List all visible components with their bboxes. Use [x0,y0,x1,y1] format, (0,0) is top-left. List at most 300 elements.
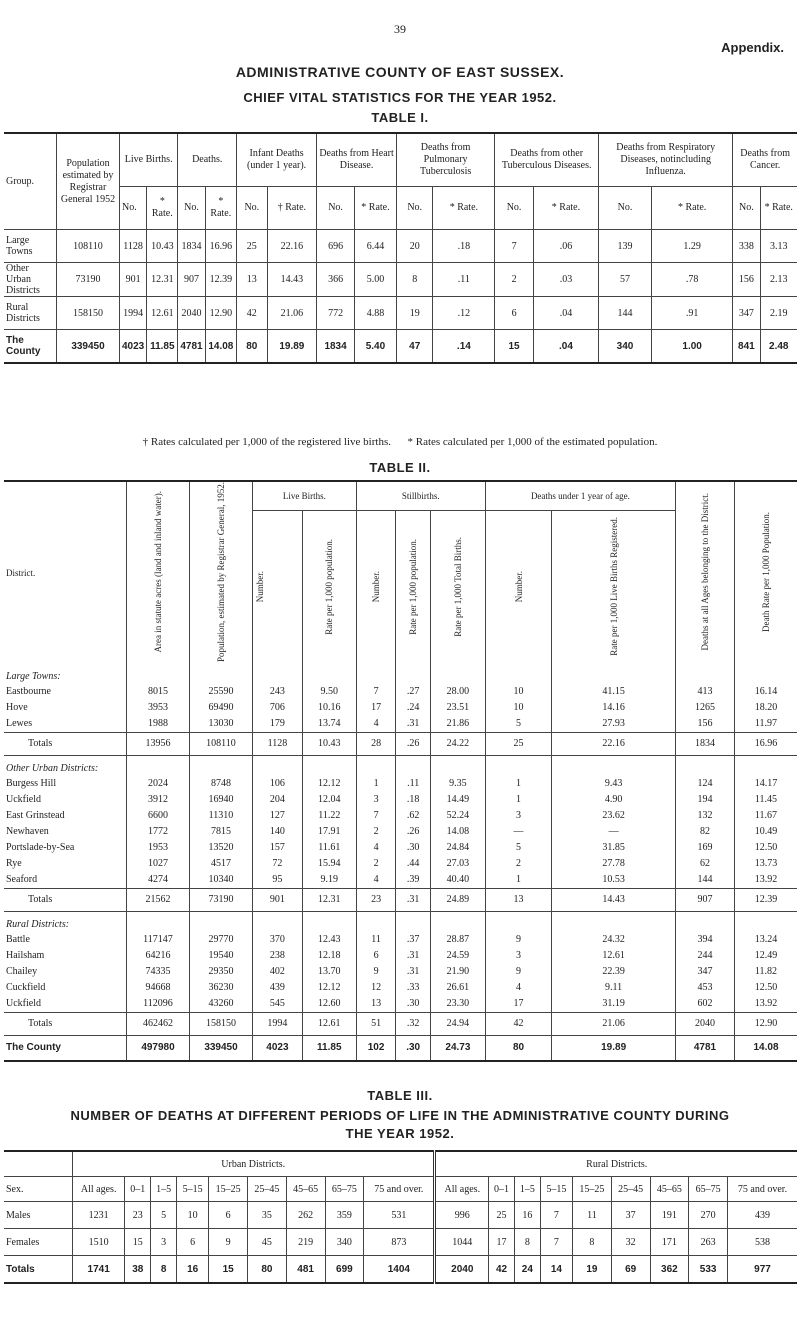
t3-h-rural: Rural Districts. [435,1151,797,1177]
table-cell: 339450 [57,330,120,364]
table-cell: 14.43 [552,888,676,911]
table-cell: 27.93 [552,716,676,733]
table-cell: 69 [611,1256,650,1284]
table-cell: 841 [733,330,760,364]
table-cell: 13.70 [302,964,356,980]
table-cell: 108110 [190,732,253,755]
table-cell: 462462 [127,1012,190,1035]
table-cell: 8 [151,1256,177,1284]
table-cell: 270 [689,1202,728,1229]
table-cell: 9.35 [430,776,485,792]
table-row [4,263,797,297]
table-cell: 439 [253,980,303,996]
table-cell: .24 [396,700,431,716]
t1-sub-rate: * Rate. [651,187,732,230]
table-cell: 4.90 [552,792,676,808]
table-cell: 10.43 [302,732,356,755]
table-cell: 169 [676,840,735,856]
table-cell: 28 [356,732,396,755]
table-row [4,840,797,856]
table-cell: 24.89 [430,888,485,911]
table-cell: 42 [485,1012,551,1035]
table-cell: 481 [286,1256,325,1284]
table-cell: 31.19 [552,996,676,1013]
table-cell: 23.51 [430,700,485,716]
table-cell: 156 [676,716,735,733]
table-cell: 4781 [676,1035,735,1061]
table-cell: 243 [253,684,303,700]
t2-h-area: Area in statute acres (land and inland water). [153,491,163,653]
table-cell: 24.84 [430,840,485,856]
table-cell: .33 [396,980,431,996]
table-cell: .44 [396,856,431,872]
table-row [4,700,797,716]
table-cell: 17.91 [302,824,356,840]
t1-h-cancer: Deaths from Cancer. [733,133,797,187]
table-cell: 62 [676,856,735,872]
table-cell: 9.50 [302,684,356,700]
t3-h-age: 75 and over. [728,1177,798,1202]
page-heading: ADMINISTRATIVE COUNTY OF EAST SUSSEX. [235,64,565,80]
table-cell: 9 [485,964,551,980]
table-cell: 12.90 [735,1012,798,1035]
t1-sub-rate: * Rate. [205,187,236,230]
table-cell: 36230 [190,980,253,996]
table-cell: 10 [177,1202,209,1229]
table-cell: 545 [253,996,303,1013]
table-cell: 4781 [178,330,205,364]
table-cell: 362 [650,1256,689,1284]
table-cell: 1027 [127,856,190,872]
table-cell: 1510 [73,1229,125,1256]
t2-h-still-rate-pop: Rate per 1,000 population. [408,538,419,635]
table-cell: 1 [485,776,551,792]
table-cell: 4 [485,980,551,996]
footnote-dagger: † Rates calculated per 1,000 of the registered live births. [142,436,391,448]
table-cell: 12.50 [735,980,798,996]
table-cell: 12.49 [735,948,798,964]
table-cell: 124 [676,776,735,792]
table-cell: .11 [433,263,495,297]
table-cell: .27 [396,684,431,700]
table-cell: 9.43 [552,776,676,792]
t1-sub-rate: * Rate. [760,187,797,230]
table-cell: 8748 [190,776,253,792]
table-cell: 2040 [676,1012,735,1035]
table-cell: 13520 [190,840,253,856]
table-cell: 16940 [190,792,253,808]
table-cell: 13 [356,996,396,1013]
table-cell: 339450 [190,1035,253,1061]
table-cell: 402 [253,964,303,980]
table-cell: .31 [396,888,431,911]
table-cell: 57 [599,263,652,297]
table-cell: 11.82 [735,964,798,980]
county-label: The County [4,1035,127,1061]
table-cell: 12.18 [302,948,356,964]
table-cell: 772 [317,297,355,330]
table-cell: 23.30 [430,996,485,1013]
table-row [4,1256,797,1284]
row-label: Totals [4,1256,73,1284]
table-cell: 11.85 [147,330,178,364]
table-cell: 1834 [178,230,205,263]
table-cell: 42 [489,1256,515,1284]
table-cell: 140 [253,824,303,840]
section-heading-row [4,911,797,932]
table-row [4,824,797,840]
table-cell: .04 [533,297,598,330]
table-cell: 6 [356,948,396,964]
row-label: Rural Districts [4,297,57,330]
table3-subtitle: NUMBER OF DEATHS AT DIFFERENT PERIODS OF LIFE IN THE ADMINISTRATIVE COUNTY DURING [70,1108,730,1123]
table-cell: 996 [435,1202,489,1229]
table-cell: 19.89 [267,330,317,364]
page-subheading: CHIEF VITAL STATISTICS FOR THE YEAR 1952. [243,90,557,105]
table-cell: 21.90 [430,964,485,980]
table-cell: 15 [495,330,534,364]
table-cell: — [485,824,551,840]
table-row [4,1202,797,1229]
table-cell: 82 [676,824,735,840]
table-cell: .39 [396,872,431,889]
table-cell: 94668 [127,980,190,996]
table-cell: 9 [485,932,551,948]
table-cell: 144 [676,872,735,889]
t3-h-age: 15–25 [209,1177,248,1202]
table-cell: 4 [356,840,396,856]
table-cell: 204 [253,792,303,808]
t2-h-district: District. [4,481,127,664]
t3-h-age: 45–65 [650,1177,689,1202]
table-cell: 13 [237,263,267,297]
table-cell: 1.29 [651,230,732,263]
t1-h-heart: Deaths from Heart Disease. [317,133,397,187]
table-cell: 43260 [190,996,253,1013]
table-cell: 12.61 [552,948,676,964]
table-cell: 1 [356,776,396,792]
totals-label: Totals [4,1012,127,1035]
district-name: Seaford [4,872,127,889]
table-cell: 10.43 [147,230,178,263]
table-cell: 95 [253,872,303,889]
table-cell: 9.19 [302,872,356,889]
table-cell: 12.61 [147,297,178,330]
t2-h-infant-number: Number. [513,571,524,603]
table-cell: 27.78 [552,856,676,872]
table-cell: .91 [651,297,732,330]
table-cell: 1404 [364,1256,435,1284]
table-row [4,980,797,996]
table-cell: 127 [253,808,303,824]
table-cell: 1988 [127,716,190,733]
t1-sub-no: No. [733,187,760,230]
table-cell: 7 [356,808,396,824]
t2-h-still: Stillbirths. [356,481,485,511]
table-cell: 21.06 [267,297,317,330]
district-name: Hove [4,700,127,716]
t3-h-age: All ages. [435,1177,489,1202]
table-cell: 11.22 [302,808,356,824]
table-cell: 7815 [190,824,253,840]
table-cell: .14 [433,330,495,364]
table-cell: .32 [396,1012,431,1035]
table-cell: 538 [728,1229,798,1256]
t1-h-live: Live Births. [120,133,178,187]
table-cell: 24.59 [430,948,485,964]
table-cell: 12.12 [302,776,356,792]
table-cell: 19540 [190,948,253,964]
table-cell: 901 [253,888,303,911]
table-row [4,872,797,889]
table-cell: 19 [573,1256,612,1284]
district-name: Uckfield [4,996,127,1013]
table-cell: 1265 [676,700,735,716]
table-cell: 4.88 [354,297,396,330]
table-cell: 12.61 [302,1012,356,1035]
table-cell: 10340 [190,872,253,889]
row-label: Males [4,1202,73,1229]
table-cell: 10 [485,684,551,700]
table-cell: 52.24 [430,808,485,824]
t1-h-deaths: Deaths. [178,133,237,187]
table-cell: 80 [485,1035,551,1061]
t1-h-resp: Deaths from Respiratory Diseases, notincluding Influenza. [599,133,733,187]
table-cell: .30 [396,1035,431,1061]
table-cell: 3 [485,948,551,964]
table-cell: 4 [356,716,396,733]
t1-sub-no: No. [317,187,355,230]
table-cell: 12.31 [147,263,178,297]
table-cell: 602 [676,996,735,1013]
t1-sub-no: No. [495,187,534,230]
table-cell: 2.19 [760,297,797,330]
table-cell: 14.16 [552,700,676,716]
table-cell: 23 [125,1202,151,1229]
table-cell: 2040 [178,297,205,330]
appendix-label: Appendix. [721,40,784,55]
table-cell: 533 [689,1256,728,1284]
table-cell: 12.50 [735,840,798,856]
table-cell: 80 [237,330,267,364]
table-cell: 41.15 [552,684,676,700]
t3-h-age: 5–15 [540,1177,572,1202]
table-cell: 139 [599,230,652,263]
footnote-star: * Rates calculated per 1,000 of the estimated population. [407,436,658,448]
table-cell: 23.62 [552,808,676,824]
table-cell: 8 [573,1229,612,1256]
table-cell: 1834 [317,330,355,364]
table-cell: .30 [396,840,431,856]
table-cell: .12 [433,297,495,330]
table1 [4,132,797,364]
t1-h-group: Group. [4,133,57,230]
table-cell: 7 [540,1202,572,1229]
table-cell: 14 [540,1256,572,1284]
table-row [4,1229,797,1256]
table-cell: 15.94 [302,856,356,872]
table-cell: 13.74 [302,716,356,733]
table-cell: 12.04 [302,792,356,808]
table-cell: 14.49 [430,792,485,808]
table-cell: 156 [733,263,760,297]
t1-sub-rate: † Rate. [267,187,317,230]
table-cell: 5 [485,716,551,733]
table-cell: 22.39 [552,964,676,980]
table-cell: 340 [599,330,652,364]
table-cell: 14.08 [735,1035,798,1061]
table-row [4,330,797,364]
table-cell: .26 [396,824,431,840]
table-cell: 901 [120,263,147,297]
table-cell: 1128 [253,732,303,755]
table-cell: 194 [676,792,735,808]
table-cell: 13.92 [735,872,798,889]
table-cell: 28.00 [430,684,485,700]
district-name: Burgess Hill [4,776,127,792]
t3-h-age: 65–75 [689,1177,728,1202]
table-cell: 9 [356,964,396,980]
table-cell: 6600 [127,808,190,824]
table-cell: 102 [356,1035,396,1061]
table-cell: 16 [177,1256,209,1284]
district-name: Newhaven [4,824,127,840]
table-cell: 497980 [127,1035,190,1061]
table-cell: 21562 [127,888,190,911]
table-cell: 29350 [190,964,253,980]
table-cell: 6.44 [354,230,396,263]
table-cell: 69490 [190,700,253,716]
table-cell: 1953 [127,840,190,856]
table-cell: 24.73 [430,1035,485,1061]
table-cell: 14.08 [430,824,485,840]
table-cell: 11310 [190,808,253,824]
table-cell: 6 [177,1229,209,1256]
table-cell: 24 [514,1256,540,1284]
t1-sub-rate: * Rate. [433,187,495,230]
table-cell: 11.85 [302,1035,356,1061]
table-cell: 12.39 [205,263,236,297]
table-cell: 38 [125,1256,151,1284]
table-cell: 439 [728,1202,798,1229]
table-cell: — [552,824,676,840]
table-cell: 23 [356,888,396,911]
table-cell: 158150 [57,297,120,330]
district-name: Eastbourne [4,684,127,700]
table-row [4,297,797,330]
table-cell: 262 [286,1202,325,1229]
t1-h-other-tb: Deaths from other Tuberculous Diseases. [495,133,599,187]
section-heading-row [4,664,797,684]
table-cell: 370 [253,932,303,948]
table-cell: 11 [573,1202,612,1229]
table-cell: 106 [253,776,303,792]
t2-h-still-rate-total: Rate per 1,000 Total Births. [452,536,463,637]
table-cell: .04 [533,330,598,364]
table-cell: 706 [253,700,303,716]
table-cell: 16.96 [205,230,236,263]
table-cell: 171 [650,1229,689,1256]
table-cell: 40.40 [430,872,485,889]
totals-label: Totals [4,732,127,755]
table-cell: 1994 [120,297,147,330]
t2-h-live-number: Number. [255,571,265,603]
t1-sub-rate: * Rate. [354,187,396,230]
table-cell: 907 [676,888,735,911]
table-cell: 2 [495,263,534,297]
table-cell: 13 [485,888,551,911]
t2-h-death-rate: Death Rate per 1,000 Population. [761,511,771,632]
table-cell: 72 [253,856,303,872]
district-name: Portslade-by-Sea [4,840,127,856]
table-cell: 158150 [190,1012,253,1035]
table-cell: 3 [485,808,551,824]
table-cell: 340 [325,1229,364,1256]
table-cell: 347 [733,297,760,330]
table-row [4,230,797,263]
table-cell: 7 [540,1229,572,1256]
t3-h-age: 1–5 [514,1177,540,1202]
district-name: Hailsham [4,948,127,964]
table-cell: 108110 [57,230,120,263]
t1-sub-no: No. [178,187,205,230]
t2-h-infant-rate: Rate per 1,000 Live Births Registered. [608,517,619,656]
table-cell: .18 [396,792,431,808]
table-cell: 64216 [127,948,190,964]
table-cell: 31.85 [552,840,676,856]
t3-h-age: 5–15 [177,1177,209,1202]
t1-sub-rate: * Rate. [147,187,178,230]
row-label: Large Towns [4,230,57,263]
table-cell: 32 [611,1229,650,1256]
table-cell: 132 [676,808,735,824]
table-cell: 1231 [73,1202,125,1229]
table-cell: 24.22 [430,732,485,755]
table3-subtitle-2: THE YEAR 1952. [345,1126,455,1141]
table-cell: .62 [396,808,431,824]
table-cell: 11.45 [735,792,798,808]
table-cell: 13.73 [735,856,798,872]
table-cell: 3912 [127,792,190,808]
table-cell: 10.53 [552,872,676,889]
table-cell: 9.11 [552,980,676,996]
table-cell: 18.20 [735,700,798,716]
table-cell: 2.48 [760,330,797,364]
table-cell: 29770 [190,932,253,948]
table-row [4,948,797,964]
table-cell: 28.87 [430,932,485,948]
t1-sub-no: No. [237,187,267,230]
t1-h-infant: Infant Deaths (under 1 year). [237,133,317,187]
table3 [4,1150,797,1284]
table1-title: TABLE I. [371,110,429,125]
t3-h-age: 25–45 [611,1177,650,1202]
table-cell: 5 [151,1202,177,1229]
table-cell: 11 [356,932,396,948]
table-row [4,964,797,980]
table-cell: 1834 [676,732,735,755]
table-cell: 19 [396,297,433,330]
table-cell: 413 [676,684,735,700]
table-cell: 16 [514,1202,540,1229]
t1-h-pulm: Deaths from Pulmonary Tuberculosis [396,133,494,187]
table-cell: 1772 [127,824,190,840]
table-cell: 14.08 [205,330,236,364]
totals-row [4,888,797,911]
table-cell: 219 [286,1229,325,1256]
table-cell: 20 [396,230,433,263]
table-cell: 5 [485,840,551,856]
